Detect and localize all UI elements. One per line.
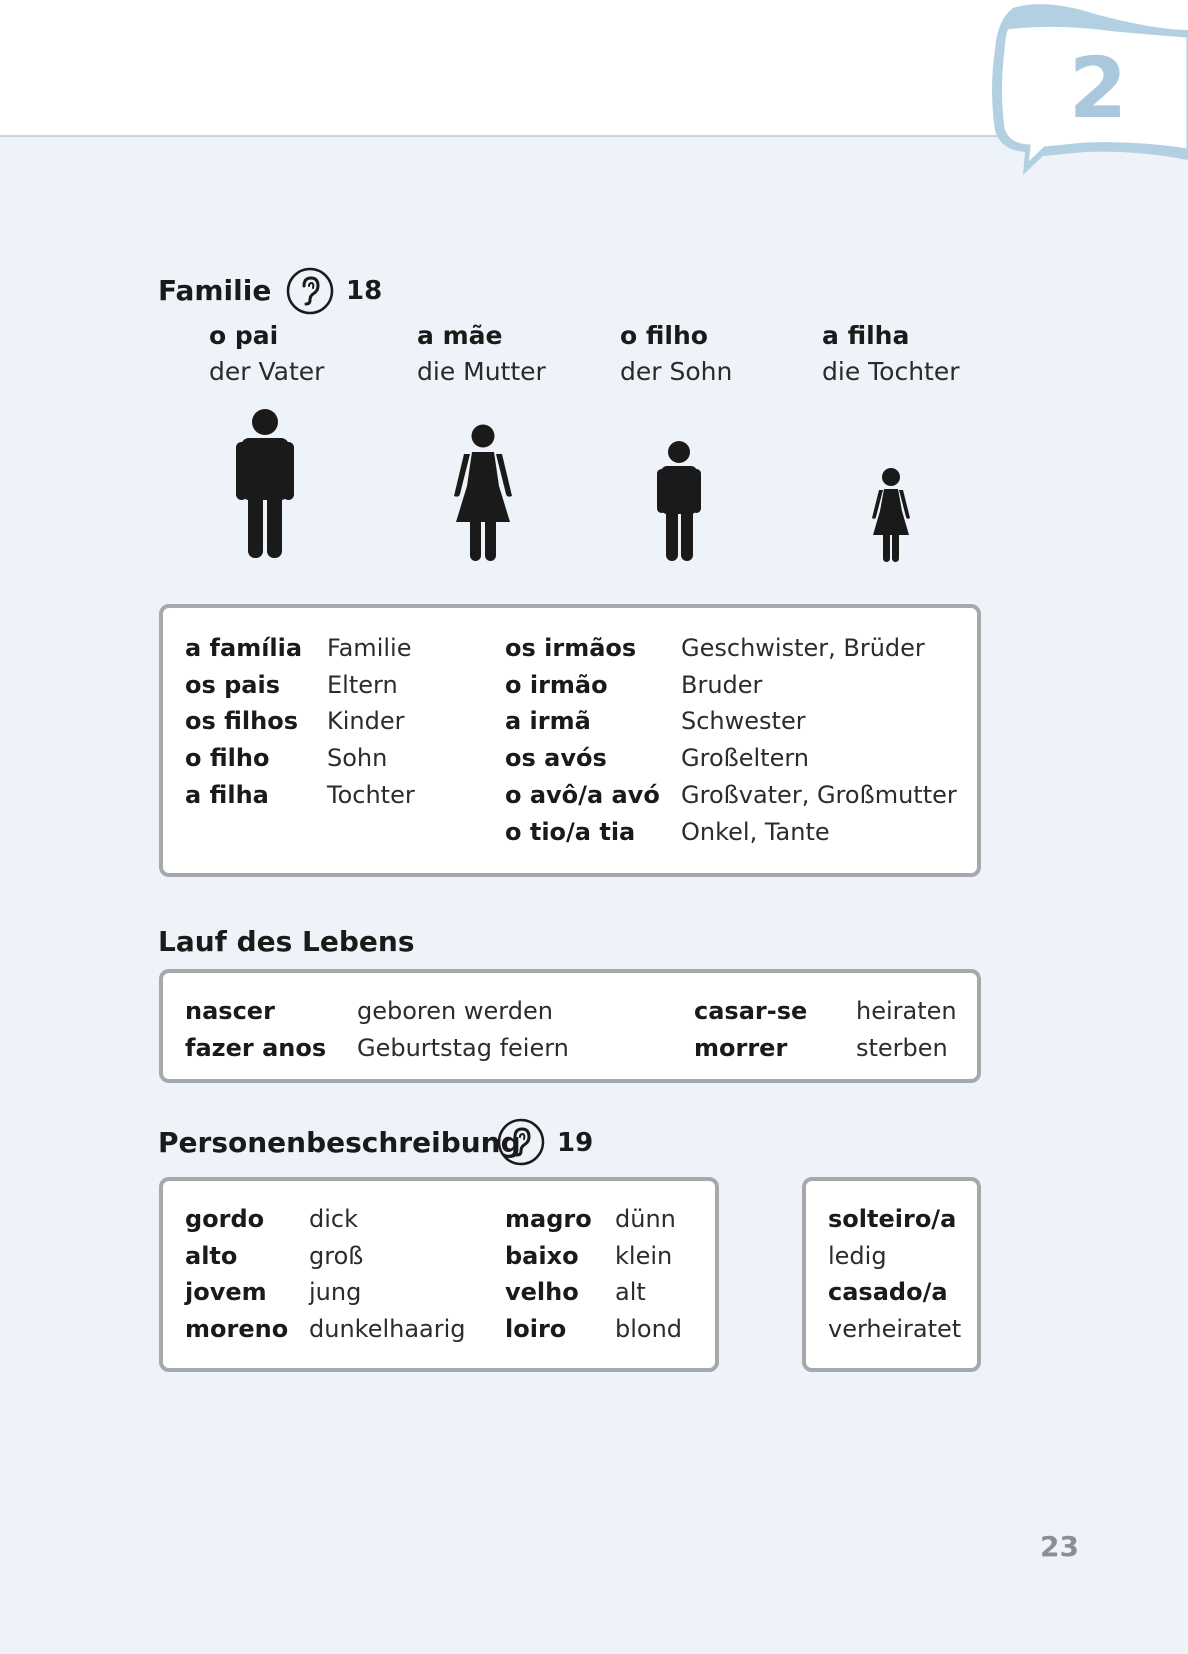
vocab-term: o filho <box>185 744 270 773</box>
life-vocab-box <box>159 969 981 1083</box>
vocab-translation: Schwester <box>681 707 806 736</box>
vocab-translation: Geschwister, Brüder <box>681 634 925 662</box>
member-de-label: der Vater <box>209 357 325 386</box>
family-member-daughter <box>822 318 960 390</box>
vocab-term: magro <box>505 1205 592 1233</box>
vocab-translation: blond <box>615 1315 683 1344</box>
vocab-term: baixo <box>505 1241 579 1270</box>
vocab-term: os avós <box>505 744 607 773</box>
description-vocab-de-right <box>615 1201 682 1348</box>
description-section-title: Personenbeschreibung <box>158 1126 521 1159</box>
family-member-mother <box>417 318 546 390</box>
vocab-translation: groß <box>309 1241 364 1270</box>
member-pt-label: a mãe <box>417 321 503 350</box>
vocab-translation: Sohn <box>327 744 388 773</box>
audio-ear-icon[interactable] <box>285 266 335 316</box>
life-vocab-de-right <box>856 993 957 1066</box>
vocab-term: loiro <box>505 1315 567 1344</box>
vocab-term: os pais <box>185 670 281 699</box>
vocab-translation: Tochter <box>327 780 415 809</box>
vocab-translation: ledig <box>828 1241 887 1270</box>
vocab-translation: klein <box>615 1241 673 1270</box>
vocab-term: casado/a <box>828 1278 948 1307</box>
vocab-term: gordo <box>185 1205 265 1233</box>
member-de-label: die Tochter <box>822 357 960 386</box>
vocab-term: a filha <box>185 780 269 809</box>
vocab-translation: Kinder <box>327 707 405 736</box>
member-pt-label: o pai <box>209 321 279 350</box>
vocab-term: moreno <box>185 1315 289 1344</box>
audio-track-number: 19 <box>557 1128 594 1158</box>
chapter-number: 2 <box>1068 39 1128 137</box>
vocab-term: a irmã <box>505 707 591 736</box>
family-vocab-box <box>159 604 981 877</box>
family-section-title: Familie <box>158 274 272 307</box>
description-vocab-pt-left <box>185 1201 288 1348</box>
vocab-translation: Eltern <box>327 670 398 699</box>
woman-icon <box>450 424 516 562</box>
member-de-label: die Mutter <box>417 357 546 386</box>
vocab-translation: dick <box>309 1205 358 1233</box>
vocab-translation: Onkel, Tante <box>681 817 830 846</box>
vocab-term: jovem <box>185 1278 267 1307</box>
vocab-translation: dunkelhaarig <box>309 1315 466 1344</box>
vocab-translation: Familie <box>327 634 412 662</box>
life-section-title: Lauf des Lebens <box>158 925 415 958</box>
vocab-term: os filhos <box>185 707 299 736</box>
description-vocab-pt-right <box>505 1201 592 1348</box>
audio-track-number: 18 <box>346 276 383 306</box>
vocab-term: velho <box>505 1278 579 1307</box>
vocab-translation: verheiratet <box>828 1315 962 1344</box>
vocab-term: o tio/a tia <box>505 817 636 846</box>
member-de-label: der Sohn <box>620 357 733 386</box>
page-number: 23 <box>1040 1530 1079 1563</box>
audio-ear-icon[interactable] <box>496 1117 546 1167</box>
vocab-term: o avô/a avó <box>505 780 660 809</box>
vocab-translation: Großvater, Großmutter <box>681 780 957 809</box>
life-vocab-pt-left <box>185 993 326 1066</box>
vocab-term: solteiro/a <box>828 1205 957 1233</box>
vocab-translation: Geburtstag feiern <box>357 1033 569 1062</box>
girl-icon <box>870 467 912 563</box>
vocab-translation: geboren werden <box>357 997 553 1025</box>
family-member-father <box>209 318 324 390</box>
family-vocab-pt-right <box>505 630 660 850</box>
vocab-translation: jung <box>309 1278 362 1307</box>
family-member-son <box>620 318 732 390</box>
vocab-translation: Großeltern <box>681 744 810 773</box>
life-vocab-de-left <box>357 993 569 1066</box>
vocab-translation: sterben <box>856 1033 948 1062</box>
member-pt-label: o filho <box>620 321 708 350</box>
family-vocab-de-right <box>681 630 957 850</box>
vocab-term: a família <box>185 634 303 662</box>
description-vocab-de-left <box>309 1201 466 1348</box>
man-icon <box>234 408 296 560</box>
boy-icon <box>656 440 702 562</box>
marital-status-box <box>802 1177 981 1372</box>
vocab-term: fazer anos <box>185 1033 327 1062</box>
family-vocab-de-left <box>327 630 415 814</box>
vocab-term: morrer <box>694 1033 788 1062</box>
vocab-term: nascer <box>185 997 275 1025</box>
member-pt-label: a filha <box>822 321 910 350</box>
marital-status-list <box>828 1201 961 1348</box>
description-vocab-box <box>159 1177 719 1372</box>
vocab-translation: alt <box>615 1278 646 1307</box>
life-vocab-pt-right <box>694 993 807 1066</box>
vocab-translation: dünn <box>615 1205 676 1233</box>
vocab-translation: heiraten <box>856 997 957 1025</box>
vocab-translation: Bruder <box>681 670 763 699</box>
family-vocab-pt-left <box>185 630 302 814</box>
vocab-term: os irmãos <box>505 634 637 662</box>
vocab-term: o irmão <box>505 670 608 699</box>
vocab-term: casar-se <box>694 997 808 1025</box>
vocab-term: alto <box>185 1241 238 1270</box>
